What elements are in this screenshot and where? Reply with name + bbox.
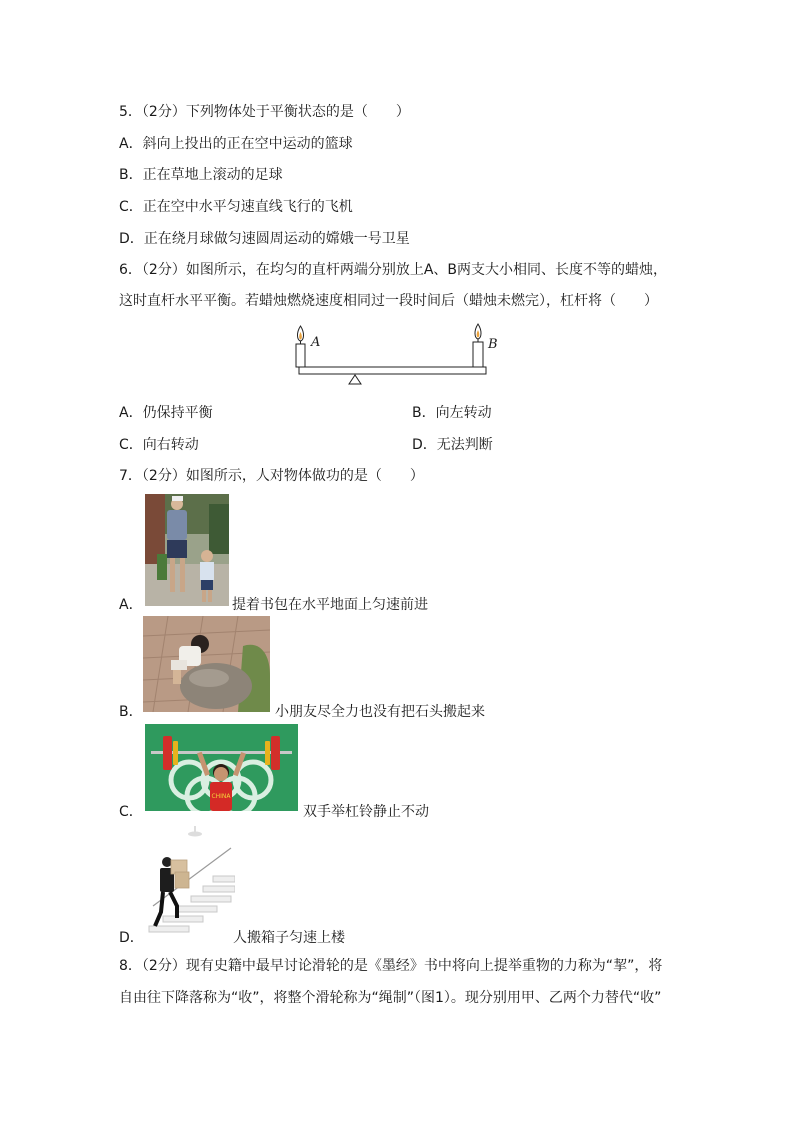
q8-stem-line1: 8．（2分）现有史籍中最早讨论滑轮的是《墨经》书中将向上提举重物的力称为“挈”，将 — [119, 958, 663, 974]
lever-rod — [299, 367, 486, 374]
q7-option-b-letter: B． — [119, 704, 143, 720]
q7-stem: 7．（2分）如图所示，人对物体做功的是（ ） — [119, 468, 424, 484]
label-a: A — [311, 335, 321, 350]
q6-stem-line2: 这时直杆水平平衡。若蜡烛燃烧速度相同过一段时间后（蜡烛未燃完），杠杆将（ ） — [119, 293, 658, 309]
q7-option-a-letter: A． — [119, 597, 143, 613]
q5-option-b: B．正在草地上滚动的足球 — [119, 167, 283, 183]
q6-option-c: C．向右转动 — [119, 437, 199, 453]
q7-option-c-letter: C． — [119, 804, 143, 820]
q5-option-d: D．正在绕月球做匀速圆周运动的嫦娥一号卫星 — [119, 231, 410, 247]
fulcrum-icon — [349, 375, 361, 384]
q7-option-a-caption: 提着书包在水平地面上匀速前进 — [232, 597, 428, 613]
q8-stem-line2: 自由往下降落称为“收”，将整个滑轮称为“绳制”（图1）。现分别用甲、乙两个力替代“收” — [119, 990, 662, 1006]
photo-carrying-box-upstairs — [143, 826, 235, 938]
q6-option-d: D．无法判断 — [412, 437, 493, 453]
photo-weightlifter — [145, 724, 298, 811]
photo-lifting-stone — [143, 616, 270, 712]
q6-option-b: B．向左转动 — [412, 405, 492, 421]
candle-b — [473, 342, 483, 367]
q5-option-a: A．斜向上投出的正在空中运动的篮球 — [119, 136, 353, 152]
label-b: B — [488, 337, 498, 352]
q5-stem: 5．（2分）下列物体处于平衡状态的是（ ） — [119, 104, 410, 120]
photo-walking-with-bag — [145, 494, 229, 606]
q6-stem-line1: 6．（2分）如图所示，在均匀的直杆两端分别放上A、B两支大小相同、长度不等的蜡烛， — [119, 262, 667, 278]
q7-option-d-letter: D． — [119, 930, 144, 946]
q7-option-b-caption: 小朋友尽全力也没有把石头搬起来 — [275, 704, 485, 720]
lever-candle-figure — [290, 322, 500, 388]
photo-c-jersey-text: CHINA — [211, 793, 231, 800]
q7-option-c-caption: 双手举杠铃静止不动 — [303, 804, 429, 820]
q6-option-a: A．仍保持平衡 — [119, 405, 213, 421]
q7-option-d-caption: 人搬箱子匀速上楼 — [233, 930, 345, 946]
q5-option-c: C．正在空中水平匀速直线飞行的飞机 — [119, 199, 353, 215]
candle-a — [296, 344, 305, 367]
